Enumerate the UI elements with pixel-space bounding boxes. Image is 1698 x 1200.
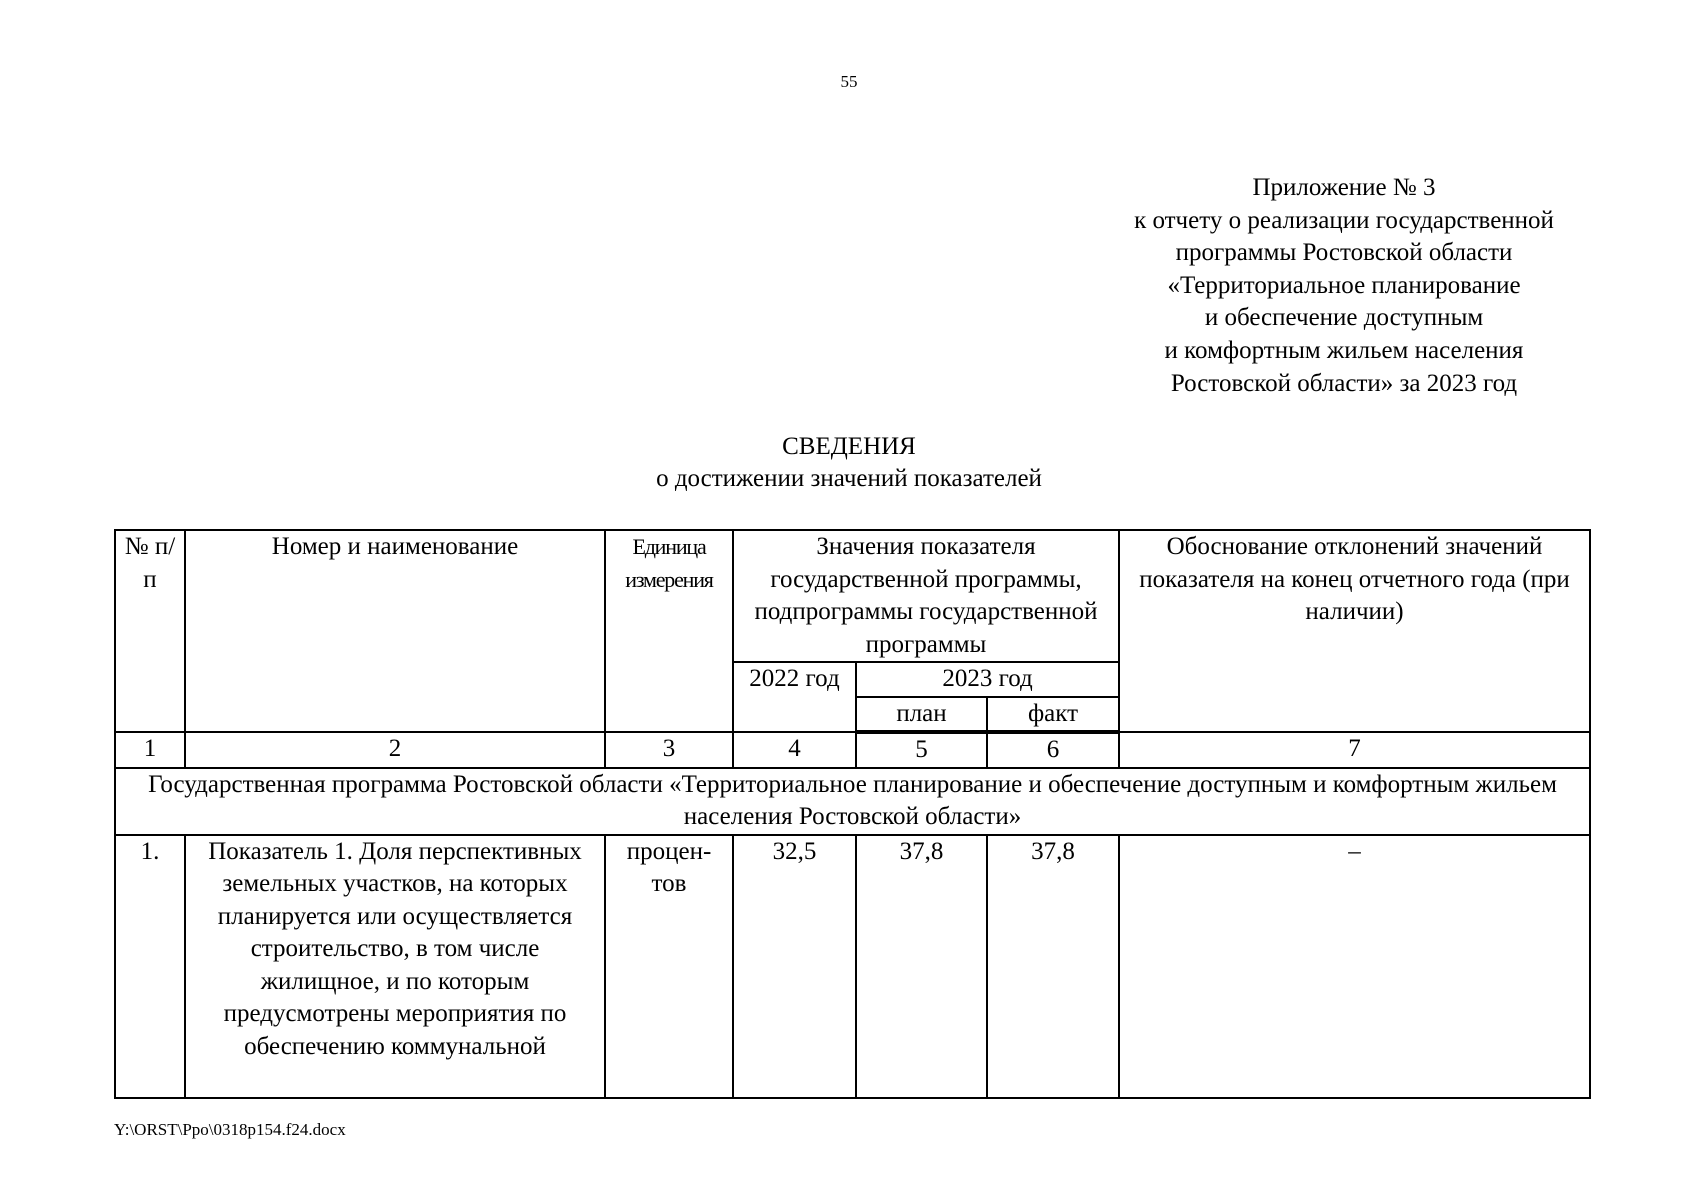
column-numbers-row xyxy=(115,732,1590,768)
appendix-line: и обеспечение доступным xyxy=(1204,304,1484,332)
program-title: Государственная программа Ростовской области «Территориальное планирование и обеспечение доступным и комфортным жильем населения Ростовской области» xyxy=(115,768,1590,835)
header-row xyxy=(115,530,1590,662)
file-path-footer: Y:\ORST\Ppo\0318p154.f24.docx xyxy=(114,1120,346,1139)
appendix-block xyxy=(1094,172,1594,400)
title-main: СВЕДЕНИЯ xyxy=(782,433,916,460)
header-name: Номер и наименование xyxy=(185,530,605,732)
appendix-line: программы Ростовской области xyxy=(1175,239,1513,267)
appendix-line: и комфортным жильем населения xyxy=(1164,336,1524,364)
column-number: 3 xyxy=(605,732,733,768)
appendix-line: Ростовской области» за 2023 год xyxy=(1170,369,1518,397)
header-values: Значения показателя государственной программы, подпрограммы государственной программы xyxy=(733,530,1119,662)
document-title xyxy=(0,431,1698,495)
row-justification: – xyxy=(1119,835,1590,1098)
column-number: 2 xyxy=(185,732,605,768)
header-justification: Обоснование отклонений значений показателя на конец отчетного года (при наличии) xyxy=(1119,530,1590,732)
appendix-line: Приложение № 3 xyxy=(1252,174,1436,201)
indicators-table xyxy=(114,529,1591,1099)
row-fact-2023: 37,8 xyxy=(987,835,1119,1098)
program-row xyxy=(115,768,1590,835)
header-plan: план xyxy=(856,697,987,733)
row-plan-2023: 37,8 xyxy=(856,835,987,1098)
header-year-2023: 2023 год xyxy=(856,662,1119,697)
appendix-line: к отчету о реализации государственной xyxy=(1134,206,1554,234)
column-number: 1 xyxy=(115,732,185,768)
row-unit: процен- тов xyxy=(605,835,733,1098)
header-fact: факт xyxy=(987,697,1119,733)
row-value-2022: 32,5 xyxy=(733,835,856,1098)
column-number: 6 xyxy=(987,732,1119,768)
page-number: 55 xyxy=(840,72,858,91)
table-row xyxy=(115,835,1590,1098)
appendix-line: «Территориальное планирование xyxy=(1167,271,1521,299)
header-num: № п/п xyxy=(115,530,185,732)
row-name: Показатель 1. Доля перспективных земельных участков, на которых планируется или осуществляется строительство, в том числе жилищное, и по которым предусмотрены мероприятия по обеспечению коммунальной xyxy=(185,835,605,1098)
column-number: 7 xyxy=(1119,732,1590,768)
column-number: 5 xyxy=(856,732,987,768)
header-year-2022: 2022 год xyxy=(733,662,856,732)
row-num: 1. xyxy=(115,835,185,1098)
header-unit: Единица измерения xyxy=(605,530,733,732)
title-sub: о достижении значений показателей xyxy=(656,465,1042,492)
column-number: 4 xyxy=(733,732,856,768)
